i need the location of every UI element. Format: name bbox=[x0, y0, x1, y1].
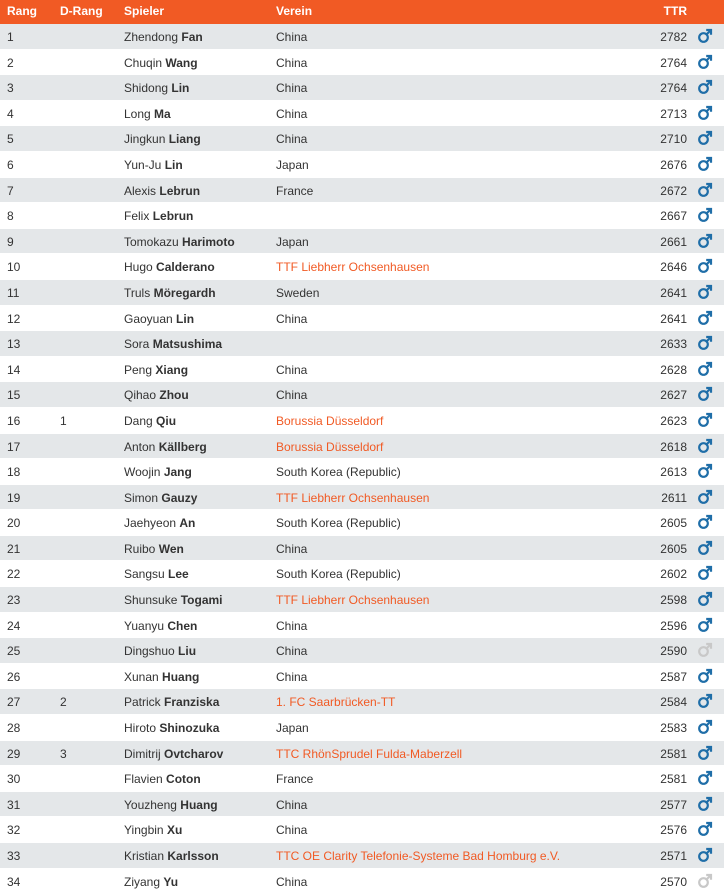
ttr-cell: 2782 bbox=[660, 30, 687, 44]
table-row bbox=[0, 75, 724, 101]
player-name-link[interactable] bbox=[124, 260, 215, 274]
table-row bbox=[0, 485, 724, 511]
club-cell: China bbox=[276, 55, 308, 70]
player-last-name: Coton bbox=[166, 772, 201, 787]
ttr-cell: 2676 bbox=[660, 157, 687, 172]
drank-cell: 2 bbox=[60, 695, 67, 710]
rank-cell: 17 bbox=[7, 439, 21, 454]
club-link[interactable]: Borussia Düsseldorf bbox=[276, 413, 384, 428]
header-player[interactable]: Spieler bbox=[124, 4, 165, 18]
ttr-cell: 2577 bbox=[660, 797, 687, 812]
player-last-name: Källberg bbox=[158, 439, 207, 454]
player-last-name: Franziska bbox=[164, 695, 220, 710]
male-icon[interactable] bbox=[697, 182, 713, 198]
player-name-link[interactable] bbox=[124, 823, 182, 837]
club-cell: South Korea (Republic) bbox=[276, 567, 401, 582]
ttr-cell: 2710 bbox=[660, 132, 687, 147]
player-first-name: Simon bbox=[124, 490, 159, 505]
player-name-link[interactable] bbox=[124, 491, 197, 505]
player-name-link[interactable] bbox=[124, 516, 195, 530]
player-name-link[interactable] bbox=[124, 542, 184, 556]
table-row bbox=[0, 741, 724, 767]
player-last-name: Calderano bbox=[156, 260, 215, 275]
player-first-name: Woojin bbox=[124, 465, 161, 480]
rank-cell: 20 bbox=[7, 516, 21, 531]
player-last-name: Ma bbox=[154, 106, 171, 121]
table-row bbox=[0, 536, 724, 562]
rank-cell: 31 bbox=[7, 797, 21, 812]
player-last-name: Harimoto bbox=[182, 234, 235, 249]
ttr-cell: 2672 bbox=[660, 183, 687, 198]
table-row bbox=[0, 689, 724, 715]
male-icon[interactable] bbox=[697, 28, 713, 44]
header-rank[interactable]: Rang bbox=[7, 4, 37, 18]
player-name-link[interactable] bbox=[124, 30, 203, 44]
club-cell: China bbox=[276, 823, 308, 838]
club-link[interactable]: TTF Liebherr Ochsenhausen bbox=[276, 593, 430, 608]
player-name-link[interactable] bbox=[124, 465, 192, 479]
male-icon[interactable] bbox=[697, 796, 713, 812]
male-icon[interactable] bbox=[697, 386, 713, 402]
player-last-name: Huang bbox=[162, 669, 200, 684]
ttr-cell: 2623 bbox=[660, 413, 687, 428]
player-first-name: Sangsu bbox=[124, 567, 165, 582]
ttr-cell: 2605 bbox=[660, 541, 687, 556]
male-icon[interactable] bbox=[697, 130, 713, 146]
player-first-name: Flavien bbox=[124, 772, 163, 787]
ttr-cell: 2661 bbox=[660, 234, 687, 249]
club-cell: China bbox=[276, 132, 308, 147]
player-last-name: Möregardh bbox=[153, 285, 216, 300]
player-first-name: Dang bbox=[124, 413, 153, 428]
player-last-name: Ovtcharov bbox=[164, 746, 224, 761]
club-cell: China bbox=[276, 669, 308, 684]
table-row bbox=[0, 459, 724, 485]
player-last-name: Yu bbox=[163, 874, 179, 889]
ttr-cell: 2587 bbox=[660, 669, 687, 684]
rank-cell: 14 bbox=[7, 362, 21, 377]
male-icon[interactable] bbox=[697, 745, 713, 761]
rank-cell: 11 bbox=[7, 285, 20, 300]
player-last-name: Gauzy bbox=[161, 490, 198, 505]
player-name-link[interactable] bbox=[124, 849, 219, 863]
male-icon[interactable] bbox=[697, 207, 713, 223]
ttr-cell: 2581 bbox=[660, 746, 687, 761]
player-last-name: Huang bbox=[180, 797, 218, 812]
player-first-name: Youzheng bbox=[124, 797, 177, 812]
player-last-name: Qiu bbox=[156, 413, 177, 428]
male-icon[interactable] bbox=[697, 361, 713, 377]
player-first-name: Alexis bbox=[124, 183, 157, 198]
rank-cell: 18 bbox=[7, 465, 21, 480]
ttr-cell: 2576 bbox=[660, 823, 687, 838]
male-icon[interactable] bbox=[697, 438, 713, 454]
player-name-link[interactable] bbox=[124, 875, 178, 889]
player-name-link[interactable] bbox=[124, 593, 223, 607]
male-icon[interactable] bbox=[697, 591, 713, 607]
male-icon[interactable] bbox=[697, 489, 713, 505]
table-row bbox=[0, 382, 724, 408]
club-cell: France bbox=[276, 772, 314, 787]
table-row bbox=[0, 101, 724, 127]
table-body bbox=[0, 24, 724, 894]
player-last-name: Lebrun bbox=[159, 183, 201, 198]
table-row bbox=[0, 331, 724, 357]
male-icon[interactable] bbox=[697, 233, 713, 249]
ttr-cell: 2605 bbox=[660, 516, 687, 531]
rank-cell: 3 bbox=[7, 81, 14, 96]
player-last-name: Wang bbox=[165, 55, 198, 70]
ttr-cell: 2571 bbox=[660, 849, 687, 863]
club-cell: China bbox=[276, 30, 308, 44]
player-first-name: Ruibo bbox=[124, 541, 156, 556]
player-name-link[interactable] bbox=[124, 56, 198, 70]
table-row bbox=[0, 510, 724, 536]
player-first-name: Peng bbox=[124, 362, 153, 377]
rank-cell: 1 bbox=[7, 30, 14, 44]
male-icon[interactable] bbox=[697, 54, 713, 70]
rank-cell: 7 bbox=[7, 183, 14, 198]
rank-cell: 25 bbox=[7, 644, 21, 659]
club-link[interactable]: TTC OE Clarity Telefonie-Systeme Bad Homburg e.V. bbox=[276, 849, 561, 863]
ttr-cell: 2641 bbox=[660, 311, 687, 326]
ttr-cell: 2611 bbox=[661, 490, 687, 505]
club-link[interactable]: 1. FC Saarbrücken-TT bbox=[276, 695, 396, 710]
male-icon[interactable] bbox=[697, 642, 713, 658]
rank-cell: 32 bbox=[7, 823, 21, 838]
table-row bbox=[0, 638, 724, 664]
male-icon[interactable] bbox=[697, 847, 713, 863]
player-name-link[interactable] bbox=[124, 184, 200, 198]
rank-cell: 15 bbox=[7, 388, 21, 403]
club-cell: China bbox=[276, 388, 308, 403]
player-first-name: Truls bbox=[124, 285, 151, 300]
player-first-name: Zhendong bbox=[124, 30, 179, 44]
ttr-cell: 2584 bbox=[660, 695, 687, 710]
player-last-name: Lebrun bbox=[152, 209, 194, 224]
table-row bbox=[0, 152, 724, 178]
club-link[interactable]: TTF Liebherr Ochsenhausen bbox=[276, 260, 430, 275]
table-row bbox=[0, 254, 724, 280]
rank-cell: 24 bbox=[7, 618, 21, 633]
table-row bbox=[0, 229, 724, 255]
club-cell: South Korea (Republic) bbox=[276, 465, 401, 480]
player-first-name: Jaehyeon bbox=[124, 516, 177, 531]
player-first-name: Yingbin bbox=[124, 823, 164, 838]
player-first-name: Kristian bbox=[124, 849, 165, 863]
player-first-name: Jingkun bbox=[124, 132, 166, 147]
club-cell: China bbox=[276, 541, 308, 556]
club-link[interactable]: TTF Liebherr Ochsenhausen bbox=[276, 490, 430, 505]
player-name-link[interactable] bbox=[124, 414, 176, 428]
rank-cell: 13 bbox=[7, 337, 21, 352]
club-cell: China bbox=[276, 362, 308, 377]
player-first-name: Dingshuo bbox=[124, 644, 175, 659]
player-name-link[interactable] bbox=[124, 440, 207, 454]
header-club[interactable]: Verein bbox=[276, 4, 313, 18]
rank-cell: 23 bbox=[7, 593, 21, 608]
rank-cell: 5 bbox=[7, 132, 14, 147]
ttr-cell: 2613 bbox=[660, 465, 687, 480]
table-row bbox=[0, 306, 724, 332]
male-icon[interactable] bbox=[697, 514, 713, 530]
male-icon[interactable] bbox=[697, 284, 713, 300]
rank-cell: 2 bbox=[7, 55, 14, 70]
male-icon[interactable] bbox=[697, 412, 713, 428]
player-last-name: Xu bbox=[166, 823, 183, 838]
player-first-name: Qihao bbox=[124, 388, 157, 403]
club-link[interactable]: TTC RhönSprudel Fulda-Maberzell bbox=[276, 746, 463, 761]
player-first-name: Gaoyuan bbox=[124, 311, 173, 326]
player-name-link[interactable] bbox=[124, 619, 197, 633]
rank-cell: 22 bbox=[7, 567, 21, 582]
player-name-link[interactable] bbox=[124, 107, 171, 121]
table-row bbox=[0, 126, 724, 152]
table-row bbox=[0, 203, 724, 229]
male-icon[interactable] bbox=[697, 565, 713, 581]
player-first-name: Yuanyu bbox=[124, 618, 165, 633]
player-name-link[interactable] bbox=[124, 567, 189, 581]
player-first-name: Patrick bbox=[124, 695, 161, 710]
player-name-link[interactable] bbox=[124, 388, 189, 402]
male-icon[interactable] bbox=[697, 668, 713, 684]
player-last-name: Jang bbox=[163, 465, 192, 480]
ttr-cell: 2590 bbox=[660, 644, 687, 659]
player-name-link[interactable] bbox=[124, 695, 219, 709]
player-name-link[interactable] bbox=[124, 798, 218, 812]
player-last-name: Lee bbox=[168, 567, 189, 582]
table-row bbox=[0, 408, 724, 434]
player-first-name: Dimitrij bbox=[124, 746, 161, 761]
ttr-cell: 2764 bbox=[660, 55, 687, 70]
ttr-cell: 2598 bbox=[660, 593, 687, 608]
table-header bbox=[0, 0, 724, 24]
male-icon[interactable] bbox=[697, 156, 713, 172]
club-cell: Sweden bbox=[276, 285, 320, 300]
club-link[interactable]: Borussia Düsseldorf bbox=[276, 439, 384, 454]
male-icon[interactable] bbox=[697, 770, 713, 786]
drank-cell: 3 bbox=[60, 746, 67, 761]
rank-cell: 6 bbox=[7, 157, 14, 172]
player-name-link[interactable] bbox=[124, 312, 194, 326]
ttr-cell: 2633 bbox=[660, 337, 687, 352]
player-name-link[interactable] bbox=[124, 235, 235, 249]
male-icon[interactable] bbox=[697, 719, 713, 735]
table-row bbox=[0, 792, 724, 818]
ttr-cell: 2583 bbox=[660, 721, 687, 736]
player-name-link[interactable] bbox=[124, 363, 188, 377]
male-icon[interactable] bbox=[697, 105, 713, 121]
rank-cell: 9 bbox=[7, 234, 14, 249]
table-row bbox=[0, 817, 724, 843]
rank-cell: 30 bbox=[7, 772, 21, 787]
table-row bbox=[0, 613, 724, 639]
drank-cell: 1 bbox=[60, 413, 67, 428]
ttr-cell: 2641 bbox=[660, 285, 687, 300]
rank-cell: 27 bbox=[7, 695, 21, 710]
player-first-name: Ziyang bbox=[124, 874, 161, 889]
table-row bbox=[0, 843, 724, 869]
male-icon[interactable] bbox=[697, 693, 713, 709]
rank-cell: 21 bbox=[7, 541, 21, 556]
rank-cell: 8 bbox=[7, 209, 14, 224]
player-first-name: Yun-Ju bbox=[124, 157, 162, 172]
player-name-link[interactable] bbox=[124, 209, 193, 223]
player-first-name: Hugo bbox=[124, 260, 153, 275]
male-icon[interactable] bbox=[697, 540, 713, 556]
ttr-cell: 2628 bbox=[660, 362, 687, 377]
club-cell: Japan bbox=[276, 157, 309, 172]
table-row bbox=[0, 280, 724, 306]
ttr-cell: 2618 bbox=[660, 439, 687, 454]
header-ttr[interactable]: TTR bbox=[663, 4, 687, 18]
player-last-name: Liu bbox=[178, 644, 197, 659]
player-first-name: Xunan bbox=[124, 669, 159, 684]
player-first-name: Tomokazu bbox=[124, 234, 179, 249]
table-row bbox=[0, 587, 724, 613]
table-row bbox=[0, 664, 724, 690]
player-first-name: Chuqin bbox=[124, 55, 163, 70]
male-icon[interactable] bbox=[697, 335, 713, 351]
club-cell: China bbox=[276, 81, 308, 96]
player-first-name: Sora bbox=[124, 337, 150, 352]
table-row bbox=[0, 869, 724, 894]
rank-cell: 4 bbox=[7, 106, 14, 121]
rank-cell: 16 bbox=[7, 413, 21, 428]
player-last-name: Chen bbox=[167, 618, 198, 633]
club-cell: South Korea (Republic) bbox=[276, 516, 401, 531]
table-row bbox=[0, 50, 724, 76]
player-name-link[interactable] bbox=[124, 670, 199, 684]
ttr-cell: 2602 bbox=[660, 567, 687, 582]
club-cell: Japan bbox=[276, 721, 309, 736]
header-drank[interactable]: D-Rang bbox=[60, 4, 103, 18]
club-cell: China bbox=[276, 311, 308, 326]
player-last-name: Togami bbox=[180, 593, 223, 608]
player-last-name: Wen bbox=[158, 541, 184, 556]
ttr-cell: 2646 bbox=[660, 260, 687, 275]
player-name-link[interactable] bbox=[124, 747, 223, 761]
ttr-cell: 2596 bbox=[660, 618, 687, 633]
male-icon[interactable] bbox=[697, 821, 713, 837]
player-first-name: Long bbox=[124, 106, 151, 121]
male-icon[interactable] bbox=[697, 873, 713, 889]
rank-cell: 26 bbox=[7, 669, 21, 684]
player-last-name: Fan bbox=[181, 30, 203, 44]
player-last-name: An bbox=[179, 516, 196, 531]
player-last-name: Matsushima bbox=[152, 337, 223, 352]
club-cell: France bbox=[276, 183, 314, 198]
rank-cell: 34 bbox=[7, 874, 21, 889]
ttr-cell: 2581 bbox=[660, 772, 687, 787]
rank-cell: 29 bbox=[7, 746, 21, 761]
player-first-name: Hiroto bbox=[124, 721, 157, 736]
table-row bbox=[0, 715, 724, 741]
player-name-link[interactable] bbox=[124, 772, 201, 786]
ttr-cell: 2627 bbox=[660, 388, 687, 403]
ttr-cell: 2570 bbox=[660, 874, 687, 889]
player-name-link[interactable] bbox=[124, 337, 222, 351]
ttr-cell: 2713 bbox=[660, 106, 687, 121]
male-icon[interactable] bbox=[697, 258, 713, 274]
male-icon[interactable] bbox=[697, 310, 713, 326]
player-name-link[interactable] bbox=[124, 81, 189, 95]
player-last-name: Liang bbox=[168, 132, 201, 147]
player-last-name: Lin bbox=[171, 81, 190, 96]
club-cell: China bbox=[276, 797, 308, 812]
player-last-name: Xiang bbox=[155, 362, 189, 377]
player-first-name: Anton bbox=[124, 439, 156, 454]
table-row bbox=[0, 434, 724, 460]
player-last-name: Lin bbox=[176, 311, 195, 326]
player-name-link[interactable] bbox=[124, 721, 219, 735]
player-last-name: Karlsson bbox=[167, 849, 219, 863]
table-row bbox=[0, 24, 724, 50]
table-row bbox=[0, 766, 724, 792]
player-last-name: Zhou bbox=[159, 388, 189, 403]
ttr-cell: 2764 bbox=[660, 81, 687, 96]
player-name-link[interactable] bbox=[124, 286, 216, 300]
club-cell: China bbox=[276, 618, 308, 633]
club-cell: China bbox=[276, 106, 308, 121]
player-last-name: Shinozuka bbox=[159, 721, 220, 736]
player-name-link[interactable] bbox=[124, 158, 183, 172]
club-cell: China bbox=[276, 644, 308, 659]
table-row bbox=[0, 178, 724, 204]
club-cell: Japan bbox=[276, 234, 309, 249]
ttr-cell: 2667 bbox=[660, 209, 687, 224]
player-first-name: Felix bbox=[124, 209, 150, 224]
male-icon[interactable] bbox=[697, 463, 713, 479]
player-name-link[interactable] bbox=[124, 644, 196, 658]
player-name-link[interactable] bbox=[124, 132, 201, 146]
player-first-name: Shidong bbox=[124, 81, 169, 96]
table-row bbox=[0, 357, 724, 383]
player-first-name: Shunsuke bbox=[124, 593, 178, 608]
male-icon[interactable] bbox=[697, 617, 713, 633]
rank-cell: 19 bbox=[7, 490, 21, 505]
rank-cell: 33 bbox=[7, 849, 21, 863]
rank-cell: 12 bbox=[7, 311, 21, 326]
male-icon[interactable] bbox=[697, 79, 713, 95]
club-cell: China bbox=[276, 874, 308, 889]
rank-cell: 28 bbox=[7, 721, 21, 736]
rank-cell: 10 bbox=[7, 260, 21, 275]
player-last-name: Lin bbox=[164, 157, 183, 172]
table-row bbox=[0, 561, 724, 587]
